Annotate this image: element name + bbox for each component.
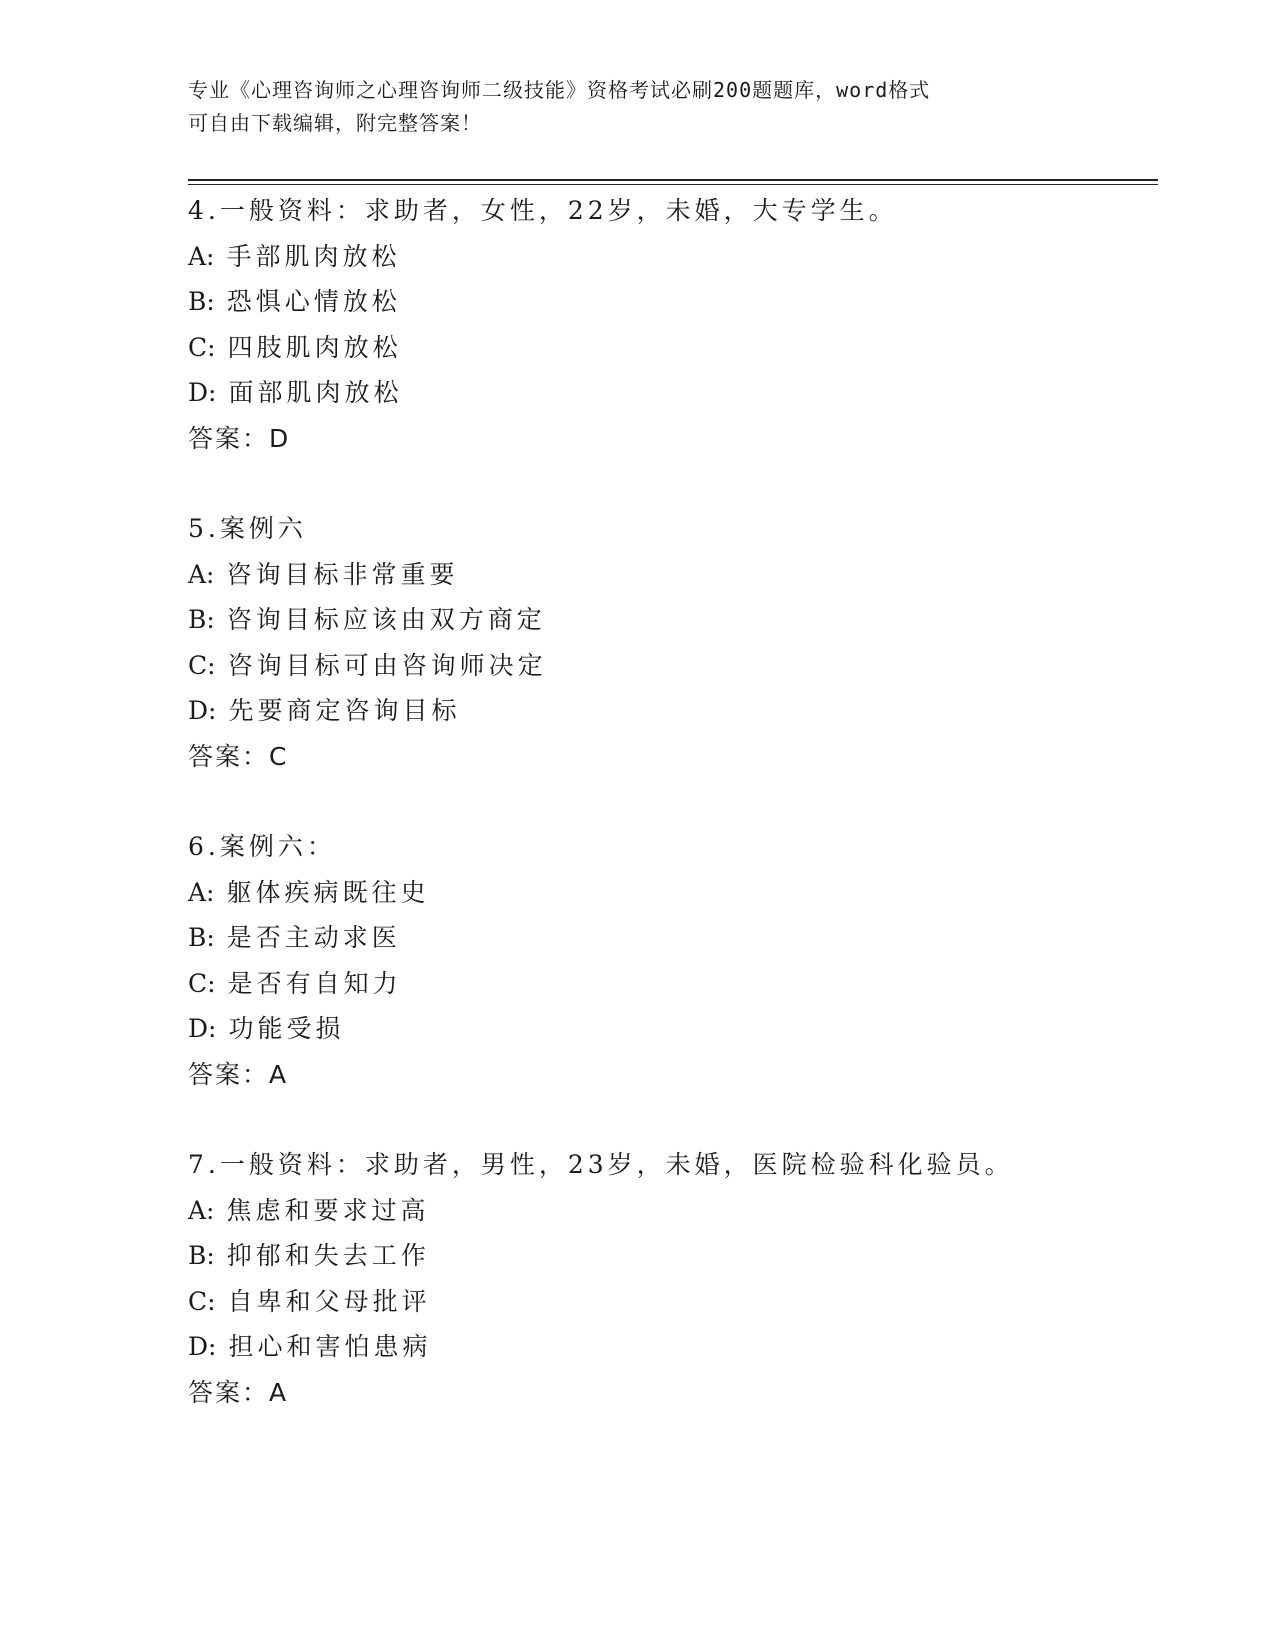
question-4: [188, 188, 1158, 461]
option-text: 功能受损: [228, 1014, 345, 1043]
option-text: 自卑和父母批评: [227, 1286, 431, 1316]
question-list: [188, 188, 1158, 1460]
option-text: 躯体疾病既往史: [226, 877, 430, 907]
option-text: 面部肌肉放松: [228, 378, 403, 407]
question-6: [188, 824, 1158, 1097]
option-a: [188, 870, 1158, 916]
answer-line: 答案：A: [188, 1059, 289, 1089]
option-text: 手部肌肉放松: [226, 241, 401, 271]
question-stem: 4.一般资料：求助者，女性，22岁，未婚，大专学生。: [188, 196, 898, 225]
option-d: [188, 370, 1158, 416]
option-text: 咨询目标可由咨询师决定: [227, 650, 547, 680]
option-text: 抑郁和失去工作: [226, 1241, 430, 1270]
option-text: 担心和害怕患病: [228, 1332, 432, 1361]
option-letter: D:: [188, 1332, 217, 1361]
option-letter: B:: [188, 1241, 215, 1270]
option-text: 是否有自知力: [227, 968, 402, 998]
option-text: 咨询目标非常重要: [226, 559, 459, 589]
option-c: [188, 643, 1158, 689]
option-letter: C:: [188, 650, 216, 680]
option-letter: A:: [188, 877, 215, 907]
option-a: [188, 552, 1158, 598]
option-d: [188, 1324, 1158, 1370]
question-stem: 7.一般资料：求助者，男性，23岁，未婚，医院检验科化验员。: [188, 1150, 1014, 1179]
option-c: [188, 961, 1158, 1007]
header-divider: [188, 179, 1158, 185]
option-a: [188, 1188, 1158, 1234]
option-letter: B:: [188, 605, 215, 634]
option-text: 焦虑和要求过高: [226, 1195, 430, 1225]
option-text: 是否主动求医: [226, 923, 401, 952]
question-5: [188, 506, 1158, 779]
option-letter: A:: [188, 559, 215, 589]
option-letter: D:: [188, 378, 217, 407]
header-line-2: 可自由下载编辑，附完整答案！: [188, 111, 482, 135]
option-text: 恐惧心情放松: [226, 287, 401, 316]
option-c: [188, 325, 1158, 371]
option-b: [188, 279, 1158, 325]
answer-line: 答案：C: [188, 741, 289, 771]
answer-line: 答案：D: [188, 423, 291, 453]
option-letter: C:: [188, 332, 216, 362]
document-header: [188, 74, 1068, 140]
option-b: [188, 1233, 1158, 1279]
question-7: [188, 1142, 1158, 1415]
option-a: [188, 234, 1158, 280]
option-letter: A:: [188, 241, 215, 271]
option-letter: A:: [188, 1195, 215, 1225]
option-text: 咨询目标应该由双方商定: [226, 605, 546, 634]
answer-line: 答案：A: [188, 1377, 289, 1407]
option-letter: B:: [188, 287, 215, 316]
question-stem: 6.案例六：: [188, 832, 336, 861]
option-letter: D:: [188, 1014, 217, 1043]
option-letter: C:: [188, 968, 216, 998]
option-d: [188, 1006, 1158, 1052]
option-letter: D:: [188, 696, 217, 725]
option-text: 四肢肌肉放松: [227, 332, 402, 362]
option-b: [188, 597, 1158, 643]
option-d: [188, 688, 1158, 734]
header-line-1: 专业《心理咨询师之心理咨询师二级技能》资格考试必刷200题题库，word格式: [188, 78, 931, 102]
option-text: 先要商定咨询目标: [228, 696, 461, 725]
option-c: [188, 1279, 1158, 1325]
option-b: [188, 915, 1158, 961]
question-stem: 5.案例六: [188, 514, 307, 543]
option-letter: B:: [188, 923, 215, 952]
option-letter: C:: [188, 1286, 216, 1316]
